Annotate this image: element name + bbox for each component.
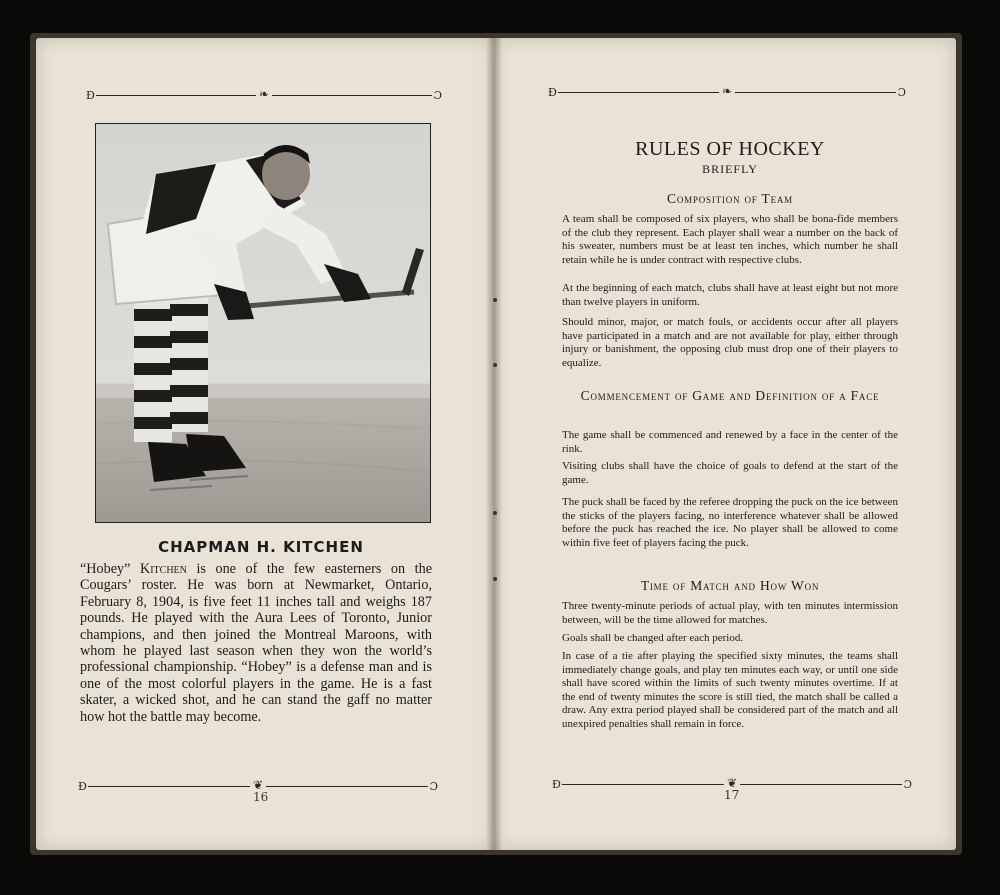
bio-lead-surname: Kitchen [139, 561, 187, 577]
scroll-ornament-icon: Ɔ [897, 86, 906, 99]
page-number-left: 16 [253, 790, 269, 804]
section-heading: Composition of Team [667, 191, 793, 206]
bio-text: is one of the few easterners on the Cougars’ roster. He was born at Newmarket, Ontario, February 8, 1904, is five feet 11 inches tall and weighs 187 pounds. He played with the Aura Lees of Toronto, Junior champions, and then joined the Montreal Maroons, with whom he played last season when they won the world’s professional championship. “Hobey” is a defense man and is one of the most colorful players in the game. He is a fast skater, a wicked shot, and he can stand the gaff no matter how hot the battle may become. [80, 561, 432, 725]
scroll-ornament-icon: Ɖ [78, 780, 87, 793]
scroll-ornament-icon: Ɔ [903, 778, 912, 791]
scroll-ornament-icon: Ɖ [552, 778, 561, 791]
player-bio [80, 561, 432, 725]
page-title: RULES OF HOCKEY [635, 138, 825, 160]
rule-paragraph: The game shall be commenced and renewed by a face in the center of the rink. [562, 429, 898, 455]
flourish-icon: ❧ [719, 84, 735, 98]
player-name: CHAPMAN H. KITCHEN [158, 538, 364, 556]
rule-paragraph: Goals shall be changed after each period. [562, 632, 744, 644]
page-subtitle: BRIEFLY [702, 162, 758, 176]
rule-paragraph: A team shall be composed of six players, who shall be bona-fide members of the club they represent. Each player shall wear a number on the back of his sweater, numbers must be at least ten inches, which number he shall retain while he is under contract with respective clubs. [562, 213, 898, 266]
binding-hole [493, 511, 497, 515]
scroll-ornament-icon: Ɔ [429, 780, 438, 793]
flourish-icon: ❦ [250, 778, 266, 792]
scroll-ornament-icon: Ɖ [86, 89, 95, 102]
binding-hole [493, 363, 497, 367]
flourish-icon: ❧ [256, 87, 272, 101]
hockey-player-image [96, 124, 430, 522]
rule-paragraph: In case of a tie after playing the specified sixty minutes, the teams shall immediately change goals, and play ten minutes each way, or until one side shall have scored within the limits of such twenty minutes overtime. If at the end of twenty minutes the score is still tied, the match shall be called a draw. Any extra period played shall be considered part of the match and all unexpired penalties shall remain in force. [562, 650, 898, 730]
scroll-ornament-icon: Ɖ [548, 86, 557, 99]
binding-hole [493, 298, 497, 302]
flourish-icon: ❦ [724, 776, 740, 790]
section-heading: Time of Match and How Won [640, 578, 820, 593]
book-gutter [486, 38, 502, 850]
player-photo [95, 123, 431, 523]
binding-hole [493, 577, 497, 581]
rule-paragraph: Visiting clubs shall have the choice of goals to defend at the start of the game. [562, 460, 898, 486]
top-ornament-rule [86, 89, 442, 103]
page-number-right: 17 [724, 788, 740, 802]
rule-paragraph: At the beginning of each match, clubs shall have at least eight but not more than twelve players in uniform. [562, 282, 898, 308]
section-heading: Commencement of Game and Definition of a Face [580, 388, 880, 403]
top-ornament-rule [548, 86, 906, 100]
rule-paragraph: Three twenty-minute periods of actual play, with ten minutes intermission between, will be the time allowed for matches. [562, 600, 898, 626]
rule-paragraph: Should minor, major, or match fouls, or accidents occur after all players have participated in a match and are not available for play, either through injury or banishment, the opposing club must drop one of their players to equalize. [562, 316, 898, 369]
rule-paragraph: The puck shall be faced by the referee dropping the puck on the ice between the sticks of the players facing, no interference whatever shall be allowed before the puck has reached the ice. No player shall be allowed to come within five feet of players facing the puck. [562, 496, 898, 549]
scroll-ornament-icon: Ɔ [433, 89, 442, 102]
bio-lead: “Hobey” [80, 561, 131, 577]
